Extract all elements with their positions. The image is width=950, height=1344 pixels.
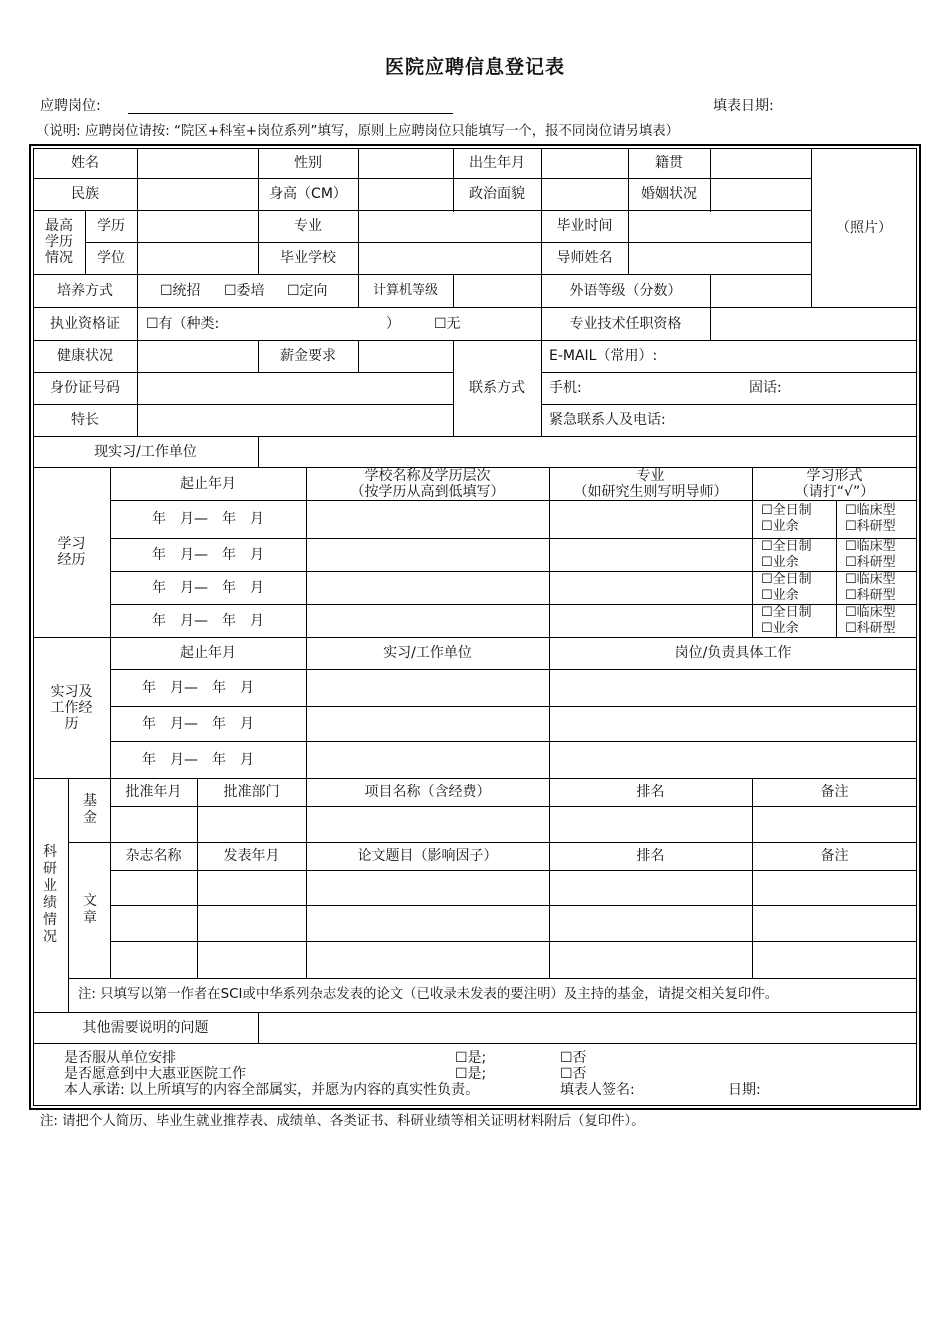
study-form-research[interactable]: ☐科研型 <box>845 555 896 570</box>
training-option-entrusted[interactable]: ☐委培 <box>224 282 265 299</box>
current-unit-label: 现实习/工作单位 <box>94 443 197 460</box>
grad-time-label: 毕业时间 <box>556 218 613 234</box>
name-label: 姓名 <box>71 155 99 171</box>
major-label: 专业 <box>294 218 322 234</box>
research-section-label: 科研业绩情况 <box>43 844 57 945</box>
email-label: E-MAIL（常用）: <box>549 348 658 364</box>
study-form-research[interactable]: ☐科研型 <box>845 588 896 603</box>
license-option-no[interactable]: ☐无 <box>434 315 461 332</box>
study-form-clinical[interactable]: ☐临床型 <box>845 572 896 587</box>
computer-level-label: 计算机等级 <box>372 282 438 298</box>
study-form-parttime[interactable]: ☐业余 <box>761 555 799 570</box>
study-form-research[interactable]: ☐科研型 <box>845 519 896 534</box>
birth-label: 出生年月 <box>469 155 525 171</box>
footer-note: 注: 请把个人简历、毕业生就业推荐表、成绩单、各类证书、科研业绩等相关证明材料附后（复印件）。 <box>40 1114 645 1129</box>
fund-col: 批准年月 <box>125 784 182 800</box>
salary-label: 薪金要求 <box>280 348 336 364</box>
training-label: 培养方式 <box>57 282 113 299</box>
study-section-label: 学习经历 <box>57 536 86 568</box>
position-input-line[interactable] <box>128 113 453 114</box>
edu-label: 学历 <box>97 218 125 234</box>
position-label: 应聘岗位: <box>40 98 101 114</box>
paper-label: 文章 <box>83 893 97 926</box>
paper-col: 备注 <box>820 848 849 864</box>
study-row-period: 年 月— 年 月 <box>152 612 264 629</box>
license-bracket-close: ） <box>386 315 400 332</box>
marital-label: 婚姻状况 <box>641 186 697 202</box>
study-form-fulltime[interactable]: ☐全日制 <box>761 539 812 554</box>
instruction-text: （说明: 应聘岗位请按: “院区+科室+岗位系列”填写，原则上应聘岗位只能填写一个，报不同岗位请另填表） <box>36 124 680 139</box>
study-row-period: 年 月— 年 月 <box>152 511 264 527</box>
paper-col: 论文题目（影响因子） <box>357 848 498 864</box>
contact-label: 联系方式 <box>469 380 525 396</box>
fund-label: 基金 <box>83 793 97 826</box>
ethnic-label: 民族 <box>71 186 99 202</box>
study-col-school-line1: 学校名称及学历层次 <box>364 467 491 484</box>
obey-no[interactable]: ☐否 <box>560 1050 587 1066</box>
study-form-parttime[interactable]: ☐业余 <box>761 621 799 636</box>
study-form-parttime[interactable]: ☐业余 <box>761 588 799 603</box>
native-place-label: 籍贯 <box>655 155 683 171</box>
work-section-label: 实习及工作经历 <box>50 683 93 732</box>
sign-date-label: 日期: <box>728 1082 761 1098</box>
paper-col: 发表年月 <box>223 848 280 864</box>
study-form-clinical[interactable]: ☐临床型 <box>845 605 896 620</box>
training-option-directed[interactable]: ☐定向 <box>287 282 328 299</box>
study-row-period: 年 月— 年 月 <box>152 546 264 563</box>
paper-col: 排名 <box>636 848 665 864</box>
emergency-contact-label: 紧急联系人及电话: <box>549 412 666 428</box>
work-col-post: 岗位/负责具体工作 <box>674 645 792 661</box>
photo-area[interactable]: （照片） <box>836 219 892 236</box>
fund-col: 项目名称（含经费） <box>364 784 491 800</box>
degree-label: 学位 <box>97 250 125 266</box>
advisor-label: 导师姓名 <box>556 250 613 266</box>
work-col-unit: 实习/工作单位 <box>383 645 472 661</box>
study-form-fulltime[interactable]: ☐全日制 <box>761 572 812 587</box>
fund-col: 备注 <box>820 784 849 800</box>
id-number-label: 身份证号码 <box>50 380 120 396</box>
specialty-label: 特长 <box>71 412 99 428</box>
tech-title-label: 专业技术任职资格 <box>569 315 682 332</box>
work-row-period: 年 月— 年 月 <box>142 751 254 768</box>
license-label: 执业资格证 <box>50 315 120 332</box>
pledge-text: 本人承诺: 以上所填写的内容全部属实，并愿为内容的真实性负责。 <box>64 1082 480 1098</box>
study-col-period: 起止年月 <box>180 475 236 492</box>
study-col-form-line2: （请打“√”） <box>794 483 875 500</box>
obey-yes[interactable]: ☐是; <box>455 1050 487 1066</box>
study-col-school <box>306 467 549 500</box>
fund-col: 批准部门 <box>223 784 280 800</box>
form-title: 医院应聘信息登记表 <box>384 56 565 78</box>
political-label: 政治面貌 <box>469 186 525 202</box>
work-row-period: 年 月— 年 月 <box>142 679 254 696</box>
paper-col: 杂志名称 <box>125 848 182 864</box>
willing-no[interactable]: ☐否 <box>560 1066 587 1082</box>
study-col-major-line1: 专业 <box>636 467 665 484</box>
work-col-period: 起止年月 <box>180 645 236 661</box>
grad-school-label: 毕业学校 <box>280 250 336 266</box>
study-row-period: 年 月— 年 月 <box>152 579 264 596</box>
study-col-school-line2: （按学历从高到低填写） <box>350 483 505 500</box>
work-row-period: 年 月— 年 月 <box>142 715 254 732</box>
fill-date-label: 填表日期: <box>713 98 774 114</box>
study-form-fulltime[interactable]: ☐全日制 <box>761 605 812 620</box>
other-issues-label: 其他需要说明的问题 <box>82 1019 209 1036</box>
study-form-fulltime[interactable]: ☐全日制 <box>761 503 812 518</box>
foreign-language-label: 外语等级（分数） <box>569 282 682 299</box>
study-col-major <box>549 467 752 500</box>
study-form-research[interactable]: ☐科研型 <box>845 621 896 636</box>
willing-question: 是否愿意到中大惠亚医院工作 <box>64 1066 246 1082</box>
study-form-clinical[interactable]: ☐临床型 <box>845 539 896 554</box>
highest-edu-label: 最高学历情况 <box>45 218 73 266</box>
signature-label: 填表人签名: <box>560 1082 635 1098</box>
gender-label: 性别 <box>294 155 322 171</box>
research-note: 注: 只填写以第一作者在SCI或中华系列杂志发表的论文（已收录未发表的要注明）及主持的基金，请提交相关复印件。 <box>78 987 779 1002</box>
fund-col: 排名 <box>636 784 665 800</box>
study-form-clinical[interactable]: ☐临床型 <box>845 503 896 518</box>
license-option-yes[interactable]: ☐有（种类: <box>146 315 220 332</box>
study-form-parttime[interactable]: ☐业余 <box>761 519 799 534</box>
obey-arrangement-question: 是否服从单位安排 <box>64 1050 176 1066</box>
willing-yes[interactable]: ☐是; <box>455 1066 487 1082</box>
training-option-unified[interactable]: ☐统招 <box>160 282 201 299</box>
phone-label: 固话: <box>749 380 782 396</box>
height-label: 身高（CM） <box>269 186 347 202</box>
health-label: 健康状况 <box>57 348 113 364</box>
study-col-form <box>752 467 917 500</box>
study-col-major-line2: （如研究生则写明导师） <box>573 483 728 500</box>
mobile-label: 手机: <box>549 380 582 396</box>
study-col-form-line1: 学习形式 <box>806 467 863 484</box>
